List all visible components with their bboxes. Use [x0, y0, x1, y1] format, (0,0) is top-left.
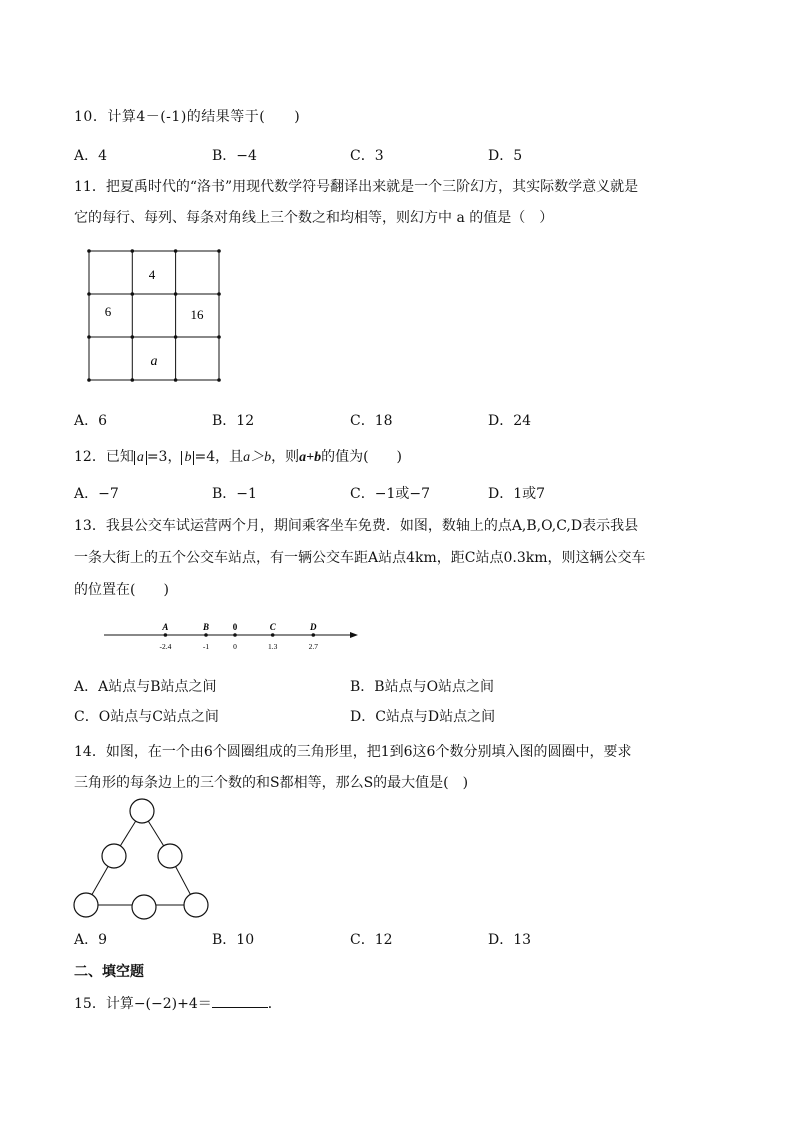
- q12-suffix: 的值为( ): [321, 449, 403, 465]
- question-11-line2: 它的每行、每列、每条对角线上三个数之和均相等，则幻方中 a 的值是（ ）: [74, 210, 554, 226]
- circle-bottom-right: [184, 893, 208, 917]
- point-o: [233, 633, 237, 637]
- q12-prefix: 12．已知: [74, 449, 134, 465]
- q11-option-c: C．18: [350, 413, 393, 429]
- q13-option-c: C．O站点与C站点之间: [74, 709, 219, 725]
- point-d: [312, 633, 316, 637]
- q12-condition: a＞b: [243, 450, 272, 465]
- abs-b: b: [181, 451, 194, 465]
- magic-square-grid: [86, 248, 224, 384]
- q12-option-a: A．−7: [74, 486, 119, 502]
- q10-option-d: D．5: [488, 148, 523, 164]
- q12-eq2: =4，且: [194, 449, 244, 465]
- circle-right-mid: [158, 844, 182, 868]
- tick-label: 2.7: [308, 642, 318, 651]
- cell-r1c2: 4: [148, 267, 156, 282]
- q12-option-b: B．−1: [212, 486, 257, 502]
- q15-end: ．: [267, 996, 282, 1012]
- q12-expression: a+b: [299, 450, 322, 465]
- q11-option-b: B．12: [212, 413, 255, 429]
- q13-option-d: D．C站点与D站点之间: [350, 709, 496, 725]
- q14-option-d: D．13: [488, 932, 532, 948]
- answer-blank: [212, 995, 268, 1008]
- question-12-text: [74, 446, 402, 466]
- q12-eq1: =3，: [146, 449, 182, 465]
- circle-top: [130, 799, 154, 823]
- bus-stop-number-line: [100, 618, 362, 654]
- point-label: A: [162, 622, 169, 632]
- question-15-text: [74, 993, 282, 1013]
- q10-option-b: B．−4: [212, 148, 257, 164]
- circle-bottom-left: [74, 893, 98, 917]
- point-c: [271, 633, 275, 637]
- point-label: B: [202, 622, 210, 632]
- question-13-line2: 一条大街上的五个公交车站点，有一辆公交车距A站点4km，距C站点0.3km，则这辆公交车: [74, 550, 646, 566]
- q14-option-c: C．12: [350, 932, 393, 948]
- point-label: D: [310, 622, 317, 632]
- q10-option-a: A．4: [74, 148, 108, 164]
- q14-option-a: A．9: [74, 932, 108, 948]
- q13-option-b: B．B站点与O站点之间: [350, 679, 495, 695]
- question-11-line1: 11．把夏禹时代的“洛书”用现代数学符号翻译出来就是一个三阶幻方，其实际数学意义就是: [74, 179, 639, 195]
- abs-a: a: [134, 451, 147, 465]
- tick-label: 1.3: [268, 642, 278, 651]
- point-a: [164, 633, 168, 637]
- circle-triangle-diagram: [70, 797, 214, 923]
- q12-then: ，则: [271, 449, 300, 465]
- q15-text: 15．计算−(−2)+4＝: [74, 996, 212, 1012]
- question-10-text: 10．计算4－(-1)的结果等于( ): [74, 109, 301, 125]
- point-label: C: [269, 622, 276, 632]
- cell-r2c3: 16: [190, 307, 204, 322]
- q11-option-d: D．24: [488, 413, 532, 429]
- question-14-line2: 三角形的每条边上的三个数的和S都相等，那么S的最大值是( ): [74, 775, 469, 791]
- tick-label: -1: [202, 642, 210, 651]
- question-13-line3: 的位置在( ): [74, 582, 169, 598]
- circle-bottom-mid: [132, 895, 156, 919]
- q10-option-c: C．3: [350, 148, 384, 164]
- circle-left-mid: [102, 844, 126, 868]
- section-2-title: 二、填空题: [74, 964, 144, 980]
- point-b: [204, 633, 208, 637]
- q12-option-d: D．1或7: [488, 486, 546, 502]
- tick-label: -2.4: [159, 642, 172, 651]
- point-label: 0: [232, 622, 238, 632]
- tick-label: 0: [233, 642, 237, 651]
- question-13-line1: 13．我县公交车试运营两个月，期间乘客坐车免费．如图，数轴上的点A,B,O,C,D表示我县: [74, 518, 639, 534]
- q14-option-b: B．10: [212, 932, 255, 948]
- q11-option-a: A．6: [74, 413, 108, 429]
- cell-r3c2: a: [150, 354, 158, 369]
- q13-option-a: A．A站点与B站点之间: [74, 679, 217, 695]
- cell-r2c1: 6: [104, 304, 112, 319]
- q12-option-c: C．−1或−7: [350, 486, 430, 502]
- question-14-line1: 14．如图，在一个由6个圆圈组成的三角形里，把1到6这6个数分别填入图的圆圈中，要求: [74, 744, 632, 760]
